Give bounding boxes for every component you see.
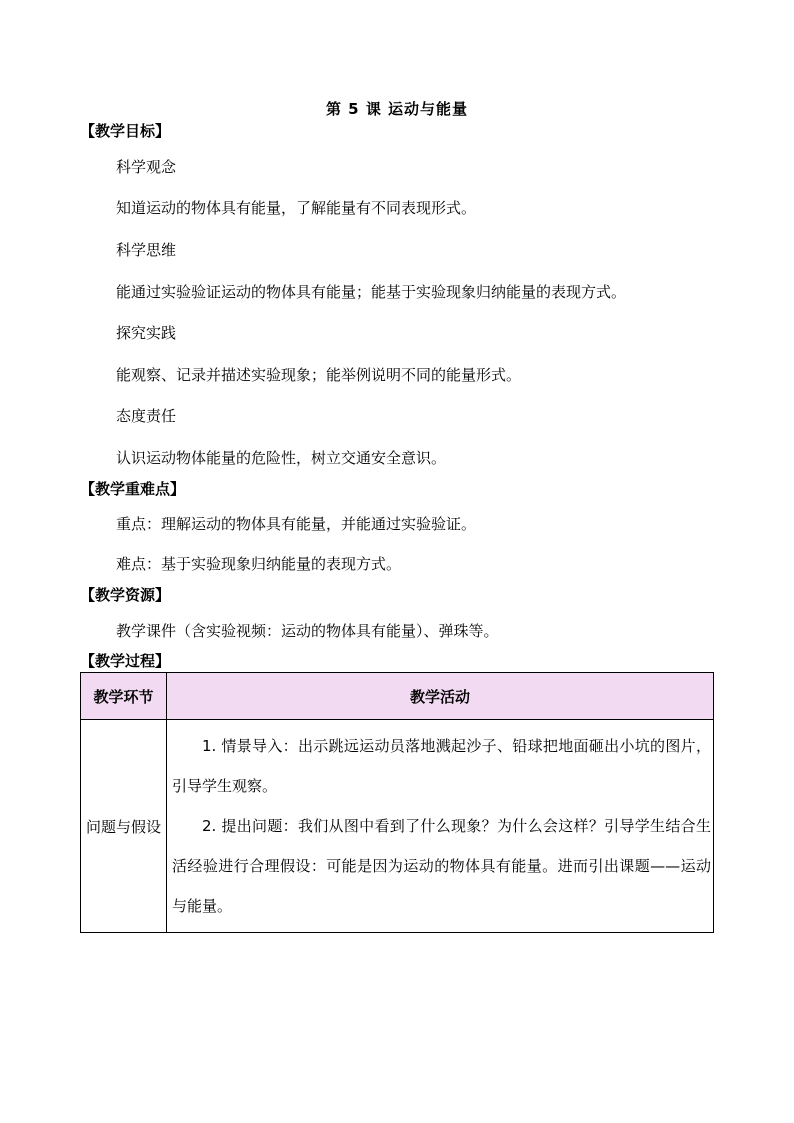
table-header-row xyxy=(81,673,714,720)
activity-cell xyxy=(167,720,714,933)
objective-category: 科学观念 xyxy=(116,158,177,176)
resources-heading: 【教学资源】 xyxy=(80,586,171,604)
stage-cell: 问题与假设 xyxy=(81,720,167,933)
table-row xyxy=(81,720,714,933)
table-header-stage: 教学环节 xyxy=(81,673,167,720)
key-points-heading: 【教学重难点】 xyxy=(80,480,186,498)
objective-text: 能通过实验验证运动的物体具有能量；能基于实验现象归纳能量的表现方式。 xyxy=(116,283,627,301)
page-title: 第 5 课 运动与能量 xyxy=(325,100,469,118)
table-header-activity: 教学活动 xyxy=(167,673,714,720)
process-heading: 【教学过程】 xyxy=(80,652,171,670)
activity-step: 2. 提出问题：我们从图中看到了什么现象？为什么会这样？引导学生结合生活经验进行合理假设：可能是因为运动的物体具有能量。进而引出课题——运动与能量。 xyxy=(172,817,711,915)
objective-category: 态度责任 xyxy=(116,407,177,425)
difficult-point-text: 难点：基于实验现象归纳能量的表现方式。 xyxy=(116,555,402,573)
objectives-heading: 【教学目标】 xyxy=(80,122,171,140)
objective-category: 科学思维 xyxy=(116,241,177,259)
process-table xyxy=(80,672,714,933)
objective-text: 认识运动物体能量的危险性，树立交通安全意识。 xyxy=(116,449,447,467)
key-point-text: 重点：理解运动的物体具有能量，并能通过实验验证。 xyxy=(116,515,477,533)
objective-text: 能观察、记录并描述实验现象；能举例说明不同的能量形式。 xyxy=(116,366,522,384)
objective-category: 探究实践 xyxy=(116,324,177,342)
activity-step: 1. 情景导入：出示跳远运动员落地溅起沙子、铅球把地面砸出小坑的图片，引导学生观察。 xyxy=(172,737,711,795)
objective-text: 知道运动的物体具有能量，了解能量有不同表现形式。 xyxy=(116,199,477,217)
resources-text: 教学课件（含实验视频：运动的物体具有能量）、弹珠等。 xyxy=(116,622,499,640)
